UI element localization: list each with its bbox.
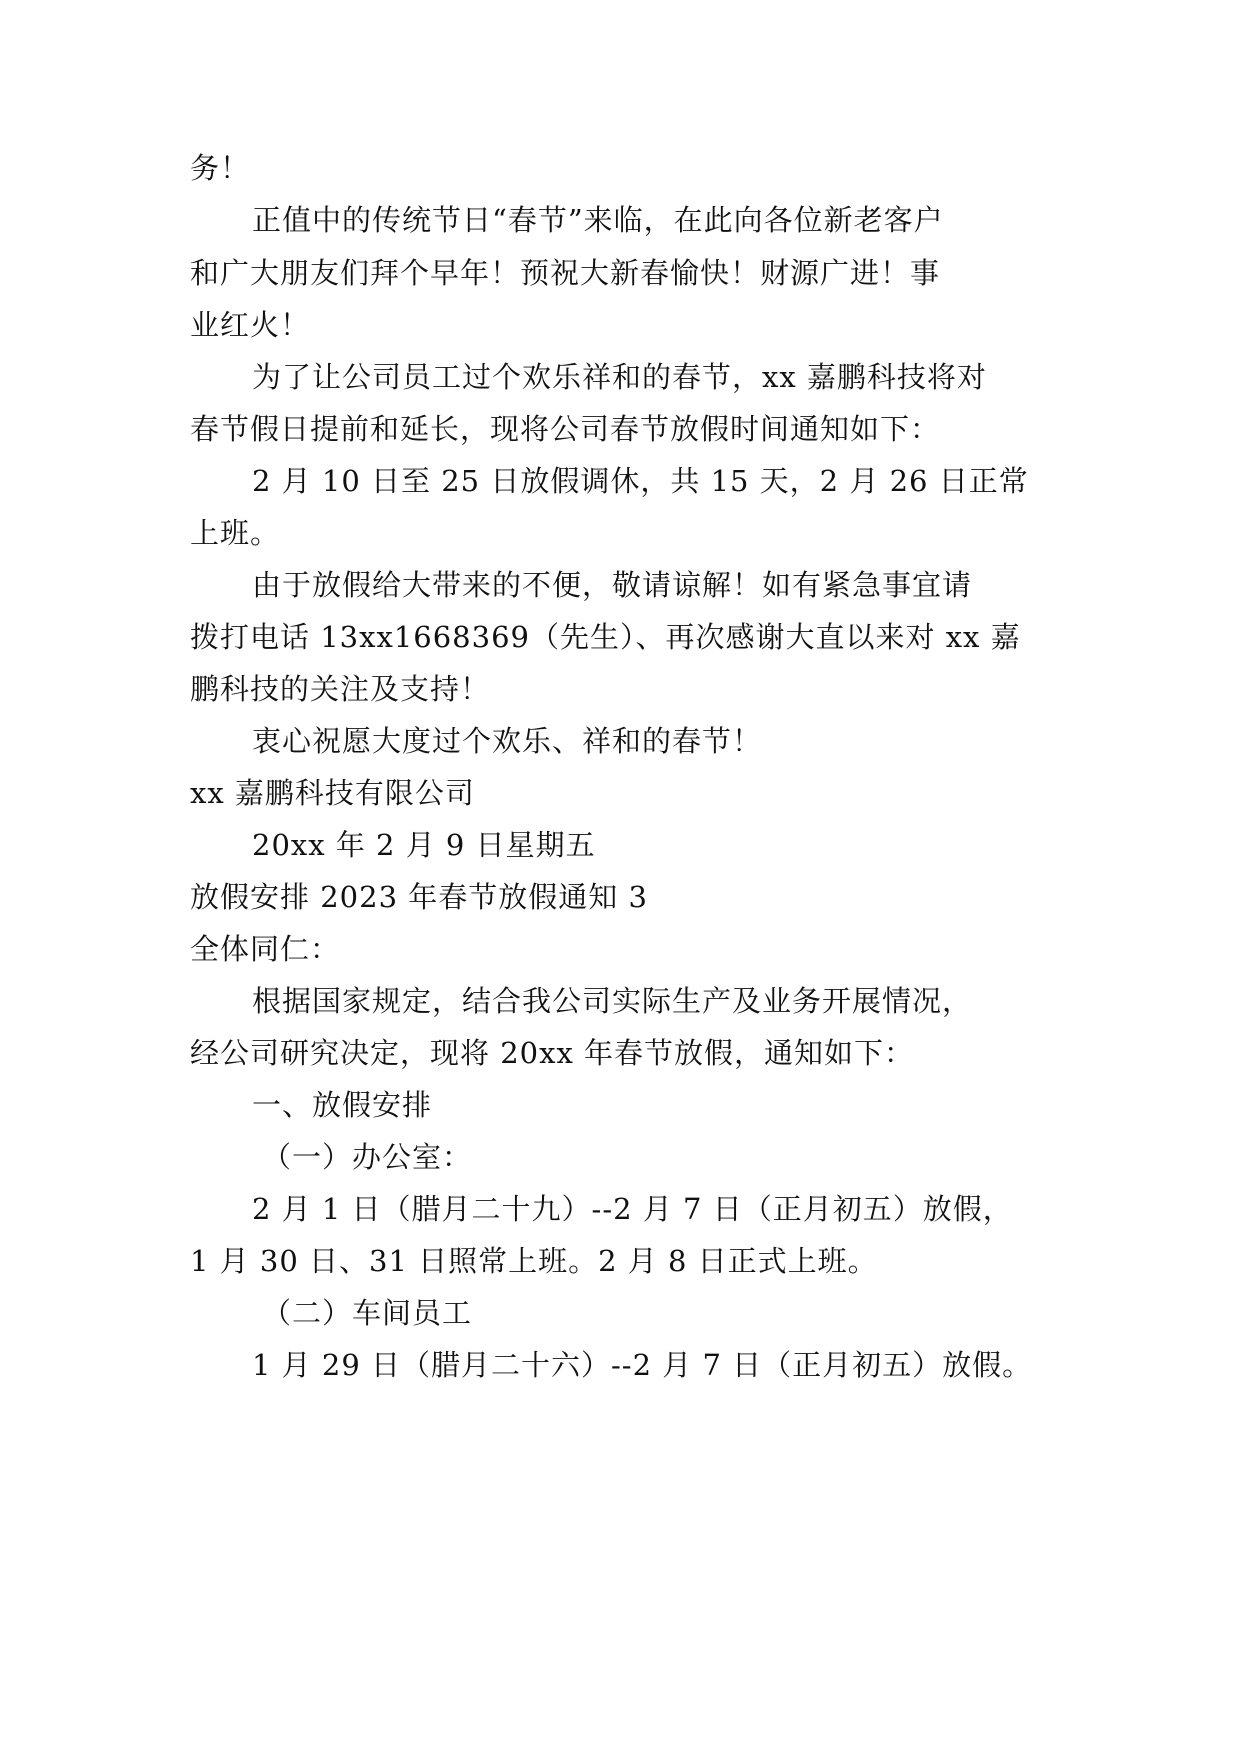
text-line: 务！: [190, 151, 251, 185]
text-line: 1 月 29 日（腊月二十六）--2 月 7 日（正月初五）放假。: [252, 1348, 1033, 1382]
text-line: 上班。: [190, 516, 281, 550]
text-line: 为了让公司员工过个欢乐祥和的春节，xx 嘉鹏科技将对: [252, 360, 987, 394]
text-line: 和广大朋友们拜个早年！预祝大新春愉快！财源广进！事: [190, 256, 941, 290]
text-line: 衷心祝愿大度过个欢乐、祥和的春节！: [252, 724, 763, 758]
text-line: 1 月 30 日、31 日照常上班。2 月 8 日正式上班。: [190, 1244, 878, 1278]
text-line: 20xx 年 2 月 9 日星期五: [252, 828, 596, 862]
text-line: 经公司研究决定，现将 20xx 年春节放假，通知如下：: [190, 1036, 915, 1070]
text-line: 全体同仁：: [190, 932, 341, 966]
text-line: 业红火！: [190, 308, 311, 342]
text-line: 由于放假给大带来的不便，敬请谅解！如有紧急事宜请: [252, 568, 973, 602]
text-line: 根据国家规定，结合我公司实际生产及业务开展情况，: [252, 984, 973, 1018]
text-line: xx 嘉鹏科技有限公司: [190, 776, 475, 810]
text-line: 放假安排 2023 年春节放假通知 3: [190, 880, 648, 914]
text-line: 拨打电话 13xx1668369（先生）、再次感谢大直以来对 xx 嘉: [190, 620, 1021, 654]
text-line: （二）车间员工: [262, 1296, 473, 1330]
text-line: 鹏科技的关注及支持！: [190, 672, 491, 706]
text-line: 春节假日提前和延长，现将公司春节放假时间通知如下：: [190, 412, 941, 446]
text-line: 2 月 10 日至 25 日放假调休，共 15 天，2 月 26 日正常: [252, 464, 1029, 498]
text-line: （一）办公室：: [262, 1140, 473, 1174]
text-line: 一、放假安排: [252, 1088, 433, 1122]
text-line: 2 月 1 日（腊月二十九）--2 月 7 日（正月初五）放假，: [252, 1192, 1013, 1226]
text-line: 正值中的传统节日“春节”来临，在此向各位新老客户: [252, 203, 944, 237]
